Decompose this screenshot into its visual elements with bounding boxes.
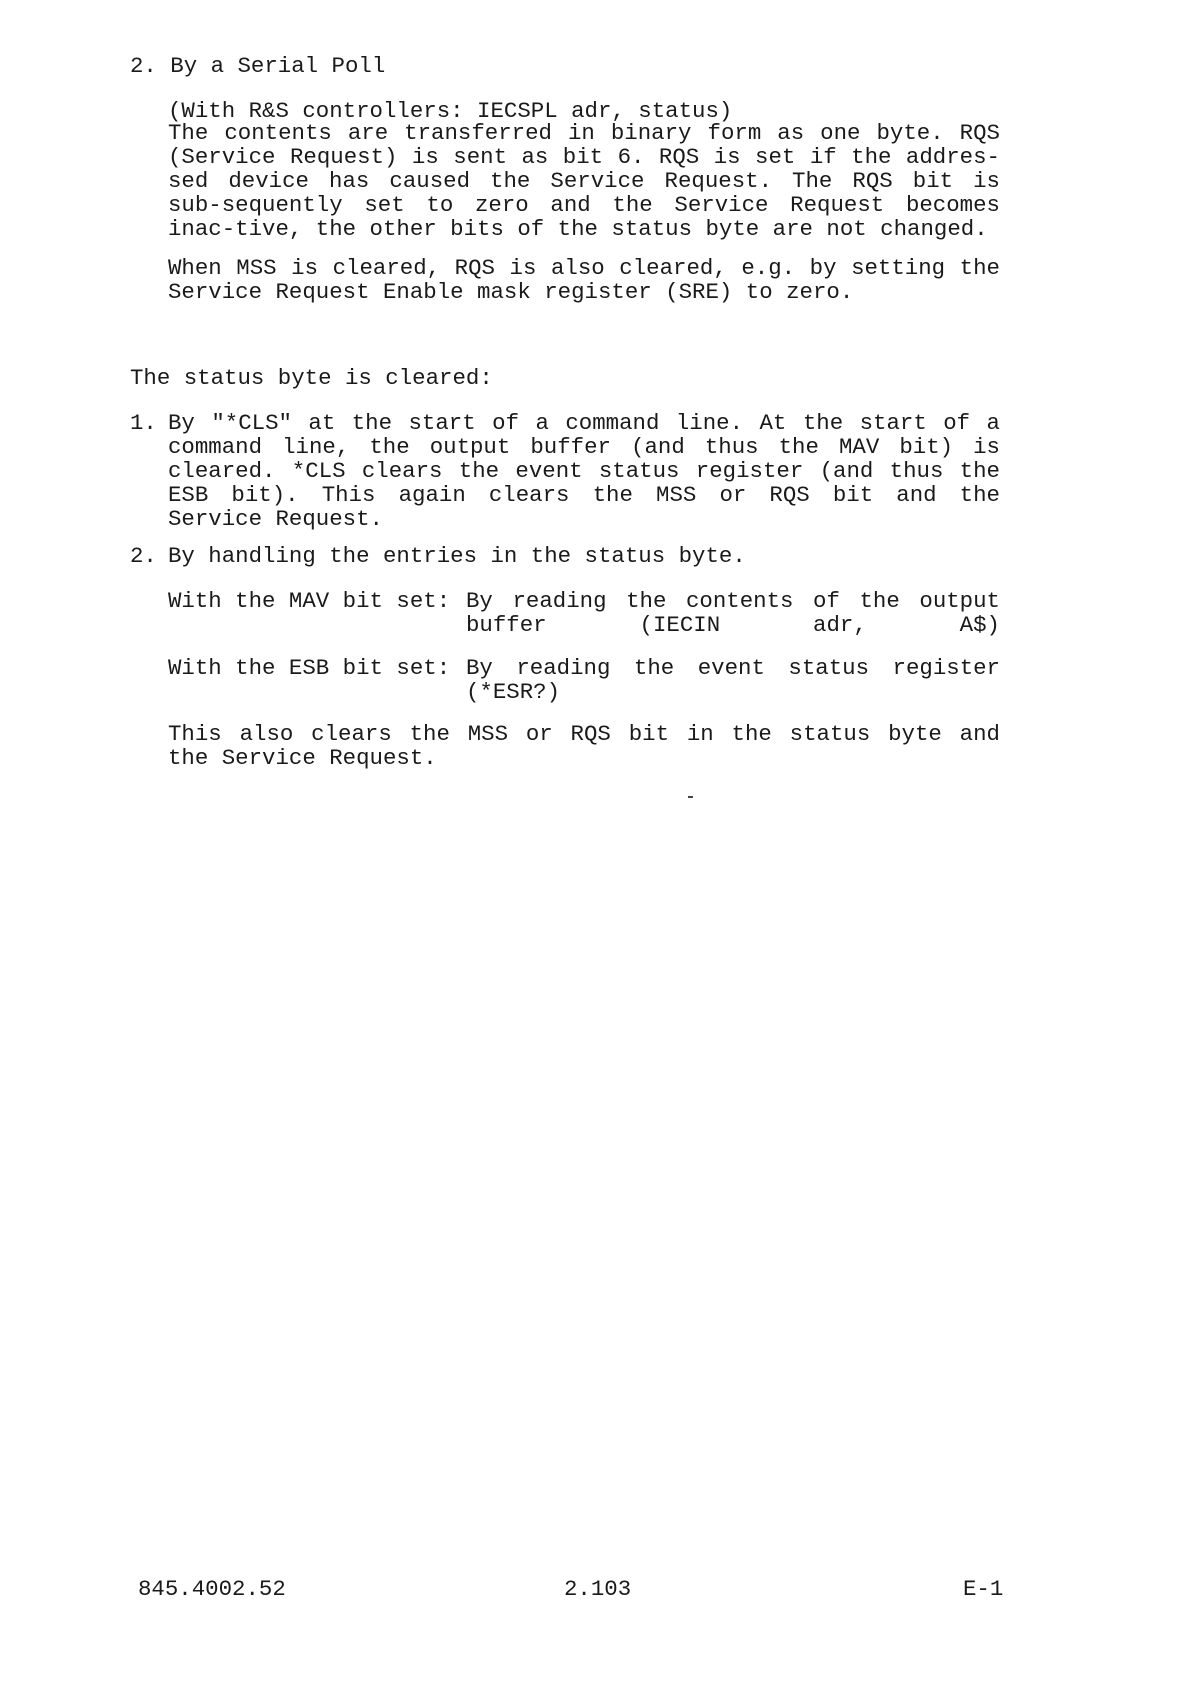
serial-poll-description: The contents are transferred in binary form as one byte. RQS (Service Request) is sent as bit 6. RQS is set if the addres-sed device has caused the Service Request. The RQS bit is sub-sequently set to zero and the Service Request becomes inac-tive, the other bits of the status byte are not changed. [168,120,1000,242]
serial-poll-heading: 2. By a Serial Poll [130,53,386,79]
item2-note: This also clears the MSS or RQS bit in the status byte and the Service Request. [168,721,1000,771]
scan-mark [688,796,693,798]
esb-row-value: By reading the event status register (*ESR?) [466,655,1000,705]
item1-number: 1. [130,410,157,436]
mav-row-label: With the MAV bit set: [168,588,451,614]
item2-text: By handling the entries in the status byte. [168,543,746,569]
cleared-heading: The status byte is cleared: [130,365,493,391]
page-number: 2.103 [564,1576,632,1602]
esb-row-label: With the ESB bit set: [168,655,451,681]
mav-row-value: By reading the contents of the output buffer (IECIN adr, A$) [466,588,1000,638]
item1-text: By "*CLS" at the start of a command line. At the start of a command line, the output buffer (and thus the MAV bit) is cleared. *CLS clears the event status register (and thus the ESB bit). This again clears the MSS or RQS bit and the Service Request. [168,410,1000,532]
mss-note: When MSS is cleared, RQS is also cleared, e.g. by setting the Service Request Enable mask register (SRE) to zero. [168,255,1000,305]
doc-number: 845.4002.52 [138,1576,286,1602]
item2-number: 2. [130,543,157,569]
controller-note: (With R&S controllers: IECSPL adr, status) [168,98,733,124]
edition-label: E-1 [963,1576,1004,1602]
